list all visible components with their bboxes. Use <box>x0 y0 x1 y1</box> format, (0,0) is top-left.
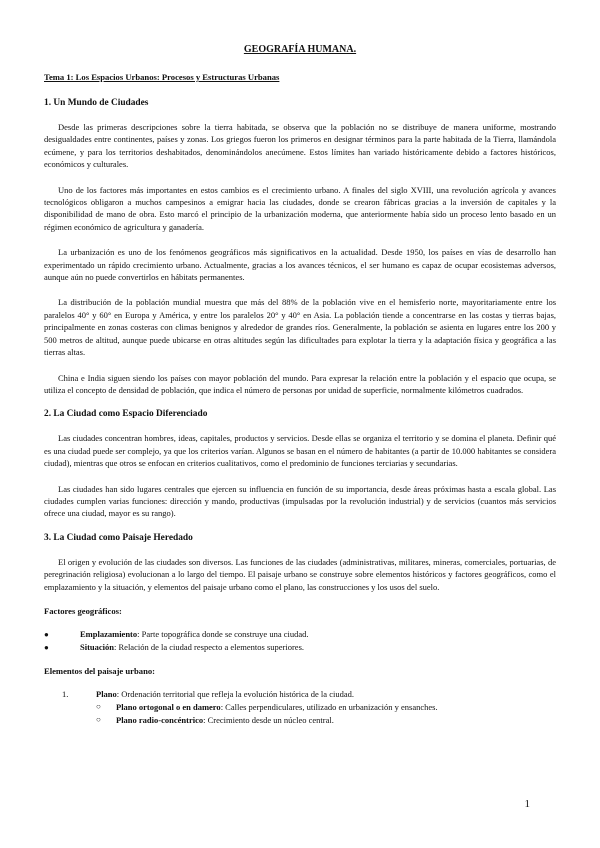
paragraph: La urbanización es uno de los fenómenos geográficos más significativos en la actualidad. Desde 1950, los países en vías de desarrollo han experimentado un rápido crecimiento urbano. Actualmente, gracias a los avances técnicos, el ser humano es capaz de ocupar ecosistemas adversos, aunque aún no puede convertirlos en hábitats permanentes. <box>44 247 556 283</box>
section-heading: 1. Un Mundo de Ciudades <box>44 98 149 108</box>
bullet-icon: ● <box>44 629 49 639</box>
paragraph: Desde las primeras descripciones sobre la tierra habitada, se observa que la población no se distribuye de manera uniforme, mostrando desigualdades entre continentes, países y zonas. Los griegos fueron los primeros en designar términos para la parte habitada de la Tierra, llamándola ecúmene, y para los territorios deshabitados, denominándolos anecúmene. Estos límites han variado históricamente debido a factores históricos, económicos y culturales. <box>44 122 556 170</box>
list-item <box>44 628 556 641</box>
definition: : Ordenación territorial que refleja la evolución histórica de la ciudad. <box>116 688 354 699</box>
page-number: 1 <box>524 798 530 810</box>
paragraph: Uno de los factores más importantes en estos cambios es el crecimiento urbano. A finales del siglo XVIII, una revolución agrícola y avances tecnológicos obligaron a muchos campesinos a emigrar hacia las ciudades, donde se crearon fábricas gracias a la inversión de capitales y la disponibilidad de mano de obra. Esto marcó el principio de la urbanización moderna, que anteriormente había sido un proceso lento basado en un régimen económico de agricultura y ganadería. <box>44 184 556 232</box>
document-title: GEOGRAFÍA HUMANA. <box>243 44 357 55</box>
term: Plano radio-concéntrico <box>116 714 204 725</box>
sub-list-item <box>96 714 556 727</box>
term: Emplazamiento <box>80 628 138 639</box>
factores-list <box>44 628 556 654</box>
term: Situación <box>80 641 115 652</box>
paragraph: Las ciudades han sido lugares centrales que ejercen su influencia en función de su importancia, desde áreas próximas hasta a escala global. Las ciudades cumplen varias funciones: dirección y mando, productivas (impulsadas por la revolución industrial) y de servicios (cuantos más servicios ofrece una ciudad, mayor es su rango). <box>44 483 556 519</box>
paragraph: Las ciudades concentran hombres, ideas, capitales, productos y servicios. Desde ellas se organiza el territorio y se domina el planeta. Definir qué es una ciudad puede ser complejo, ya que los criterios varían. Algunos se basan en el número de habitantes (a partir de 10.000 habitantes se considera ciudad), mientras que otros se enfocan en criterios cualitativos, como el predominio de funciones terciarias y secundarias. <box>44 433 556 469</box>
circle-bullet-icon: ○ <box>96 714 101 724</box>
paragraph: La distribución de la población mundial muestra que más del 88% de la población vive en el hemisferio norte, mayoritariamente entre los paralelos 40° y 60° en Europa y América, y entre los paralelos 20° y 40° en Asia. La población tiende a concentrarse en las costas y tierras bajas, principalmente en zonas costeras con climas benignos y alrededor de grandes ríos. Generalmente, la población se asienta en lugares entre los 200 y 500 metros de altitud, aunque puede ubicarse en otras altitudes según las dificultades para explotar la tierra y la adaptación física y geográfica a las tierras altas. <box>44 297 556 358</box>
sub-list <box>96 701 556 727</box>
paragraph: China e India siguen siendo los países con mayor población del mundo. Para expresar la relación entre la población y el espacio que ocupa, se utiliza el concepto de densidad de población, que indica el número de personas por unidad de superficie, normalmente kilómetros cuadrados. <box>44 372 556 395</box>
definition: : Parte topográfica donde se construye una ciudad. <box>137 628 309 639</box>
section-2 <box>44 409 556 519</box>
definition: : Crecimiento desde un núcleo central. <box>203 714 334 725</box>
definition: : Relación de la ciudad respecto a elementos superiores. <box>114 641 305 652</box>
list-item <box>44 688 556 727</box>
elementos-heading: Elementos del paisaje urbano: <box>44 665 156 676</box>
circle-bullet-icon: ○ <box>96 701 101 711</box>
section-heading: 2. La Ciudad como Espacio Diferenciado <box>44 409 208 420</box>
term: Plano ortogonal o en damero <box>116 701 221 712</box>
section-1 <box>44 98 556 396</box>
paragraph: El origen y evolución de las ciudades son diversos. Las funciones de las ciudades (administrativas, militares, mineras, comerciales, portuarias, de peregrinación religiosa) evolucionan a lo largo del tiempo. El paisaje urbano se construye sobre elementos históricos y factores geográficos, como el emplazamiento y la situación, y elementos del paisaje urbano como el plano, las construcciones y los usos del suelo. <box>44 556 556 592</box>
document-subtitle: Tema 1: Los Espacios Urbanos: Procesos y Estructuras Urbanas <box>44 72 280 82</box>
section-heading: 3. La Ciudad como Paisaje Heredado <box>44 532 193 543</box>
document-page <box>44 40 556 727</box>
definition: : Calles perpendiculares, utilizado en urbanización y ensanches. <box>220 701 438 712</box>
sub-list-item <box>96 701 556 714</box>
factores-heading: Factores geográficos: <box>44 605 122 616</box>
list-number: 1. <box>62 688 69 699</box>
section-3 <box>44 533 556 593</box>
list-item <box>44 641 556 654</box>
bullet-icon: ● <box>44 642 49 652</box>
elementos-list <box>44 688 556 727</box>
term: Plano <box>96 688 117 699</box>
